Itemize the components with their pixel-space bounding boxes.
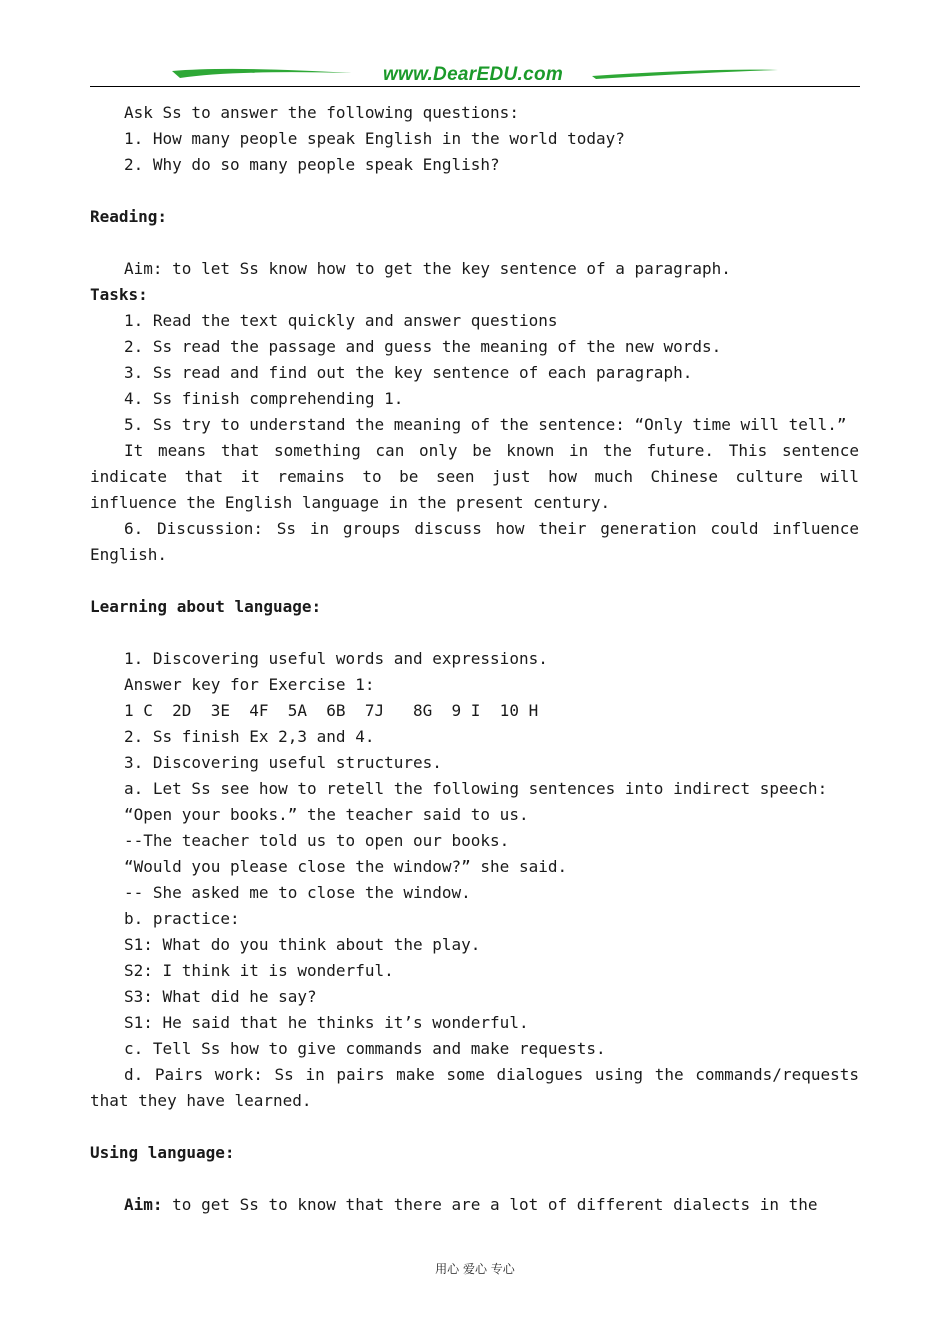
learning-item-3d: d. Pairs work: Ss in pairs make some dialogues using the commands/requests that they have learned. — [90, 1065, 869, 1110]
section-heading-tasks: Tasks: — [90, 285, 148, 304]
example-2-indirect: -- She asked me to close the window. — [124, 883, 471, 902]
using-aim-text: to get Ss to know that there are a lot of different dialects in the — [162, 1195, 818, 1214]
section-heading-using-language: Using language: — [90, 1143, 235, 1162]
dialogue-line-1: S1: What do you think about the play. — [124, 935, 481, 954]
site-logo: www.DearEDU.com — [382, 64, 564, 85]
answer-key-label: Answer key for Exercise 1: — [124, 675, 375, 694]
using-language-aim — [90, 1192, 859, 1218]
reading-aim: Aim: to let Ss know how to get the key sentence of a paragraph. — [124, 259, 731, 278]
page-footer: 用心 爱心 专心 — [435, 1262, 515, 1276]
example-1-direct: “Open your books.” the teacher said to us. — [124, 805, 529, 824]
task-2: 2. Ss read the passage and guess the meaning of the new words. — [124, 337, 722, 356]
intro-text: Ask Ss to answer the following questions: — [124, 103, 519, 122]
task-4: 4. Ss finish comprehending 1. — [124, 389, 404, 408]
page-header — [90, 60, 860, 90]
learning-item-3a: a. Let Ss see how to retell the following sentences into indirect speech: — [124, 779, 828, 798]
answer-key-values: 1 C 2D 3E 4F 5A 6B 7J 8G 9 I 10 H — [124, 701, 539, 720]
dialogue-line-4: S1: He said that he thinks it’s wonderful. — [124, 1013, 529, 1032]
learning-item-2: 2. Ss finish Ex 2,3 and 4. — [124, 727, 375, 746]
task-5-explanation: It means that something can only be known in the future. This sentence indicate that it remains to be seen just how much Chinese culture will influence the English language in the present century. — [90, 441, 869, 512]
header-divider — [90, 86, 860, 87]
section-heading-reading: Reading: — [90, 207, 168, 226]
green-swoosh-left-decoration — [172, 66, 352, 80]
section-heading-learning-about-language: Learning about language: — [90, 597, 322, 616]
learning-item-3b: b. practice: — [124, 909, 240, 928]
document-body — [90, 100, 869, 1218]
task-3: 3. Ss read and find out the key sentence of each paragraph. — [124, 363, 693, 382]
task-5: 5. Ss try to understand the meaning of the sentence: “Only time will tell.” — [124, 415, 847, 434]
task-6: 6. Discussion: Ss in groups discuss how their generation could influence English. — [90, 519, 869, 564]
learning-item-1: 1. Discovering useful words and expressions. — [124, 649, 548, 668]
example-1-indirect: --The teacher told us to open our books. — [124, 831, 510, 850]
using-aim-label: Aim: — [124, 1195, 163, 1214]
example-2-direct: “Would you please close the window?” she said. — [124, 857, 568, 876]
learning-item-3: 3. Discovering useful structures. — [124, 753, 442, 772]
green-swoosh-right-decoration — [592, 66, 778, 80]
dialogue-line-3: S3: What did he say? — [124, 987, 317, 1006]
task-1: 1. Read the text quickly and answer questions — [124, 311, 558, 330]
question-2: 2. Why do so many people speak English? — [124, 155, 500, 174]
question-1: 1. How many people speak English in the world today? — [124, 129, 625, 148]
dialogue-line-2: S2: I think it is wonderful. — [124, 961, 394, 980]
learning-item-3c: c. Tell Ss how to give commands and make requests. — [124, 1039, 606, 1058]
